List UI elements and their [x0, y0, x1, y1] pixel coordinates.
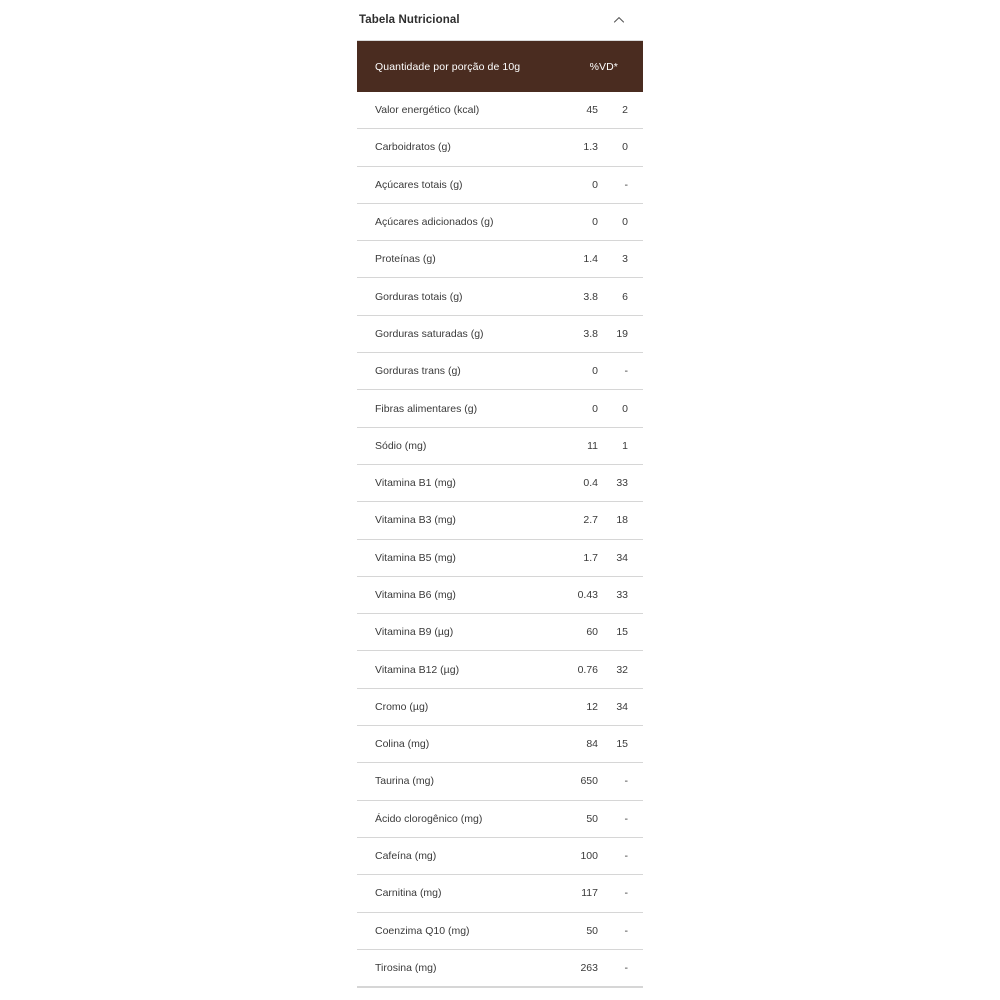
nutrient-quantity: 100 — [580, 850, 598, 863]
table-row — [357, 204, 643, 241]
table-row — [357, 428, 643, 465]
nutrient-name: Gorduras saturadas (g) — [375, 327, 484, 340]
table-row — [357, 838, 643, 875]
table-row — [357, 540, 643, 577]
table-row — [357, 913, 643, 950]
nutrient-daily-value: 0 — [622, 216, 628, 229]
table-row — [357, 465, 643, 502]
nutrient-daily-value: 18 — [616, 514, 628, 527]
table-row — [357, 353, 643, 390]
nutrient-quantity: 0.76 — [577, 663, 598, 676]
nutrient-quantity: 650 — [580, 775, 598, 788]
nutrient-daily-value: 2 — [622, 104, 628, 117]
nutrient-quantity: 117 — [581, 887, 598, 900]
nutrient-name: Cromo (µg) — [375, 700, 429, 713]
table-body — [357, 92, 643, 987]
nutrient-quantity: 50 — [586, 924, 598, 937]
nutrient-quantity: 0 — [592, 365, 598, 378]
nutrient-quantity: 1.3 — [583, 141, 598, 154]
nutrition-section-header[interactable] — [357, 0, 643, 40]
nutrient-daily-value: - — [624, 365, 628, 378]
nutrient-name: Carboidratos (g) — [375, 141, 451, 154]
nutrient-daily-value: 33 — [616, 477, 628, 490]
table-row — [357, 167, 643, 204]
table-row — [357, 129, 643, 166]
nutrient-quantity: 45 — [586, 104, 598, 117]
nutrient-name: Valor energético (kcal) — [375, 104, 480, 117]
nutrient-daily-value: - — [624, 887, 628, 900]
nutrient-name: Açúcares adicionados (g) — [375, 216, 494, 229]
table-row — [357, 726, 643, 763]
nutrient-name: Ácido clorogênico (mg) — [375, 812, 483, 825]
nutrient-daily-value: 32 — [616, 663, 628, 676]
table-row — [357, 614, 643, 651]
nutrient-name: Vitamina B9 (µg) — [375, 626, 454, 639]
nutrient-name: Coenzima Q10 (mg) — [375, 924, 470, 937]
nutrient-daily-value: 0 — [622, 141, 628, 154]
nutrient-name: Proteínas (g) — [375, 253, 436, 266]
table-row — [357, 875, 643, 912]
nutrient-name: Vitamina B6 (mg) — [375, 589, 456, 601]
nutrient-daily-value: 33 — [616, 589, 628, 601]
nutrient-name: Cafeína (mg) — [375, 850, 437, 863]
nutrient-quantity: 3.8 — [583, 327, 598, 340]
nutrition-table — [357, 41, 643, 988]
nutrient-daily-value: 15 — [616, 626, 628, 639]
table-row — [357, 651, 643, 688]
nutrient-quantity: 0 — [592, 402, 598, 415]
table-row — [357, 278, 643, 315]
table-header-portion: Quantidade por porção de 10g — [375, 60, 521, 73]
nutrient-quantity: 263 — [580, 961, 598, 974]
nutrient-name: Sódio (mg) — [375, 439, 427, 452]
nutrient-name: Tirosina (mg) — [375, 961, 437, 974]
nutrient-daily-value: 1 — [622, 439, 628, 452]
nutrient-name: Açúcares totais (g) — [375, 178, 463, 191]
nutrient-quantity: 1.4 — [583, 253, 598, 266]
nutrient-daily-value: 15 — [616, 738, 628, 751]
table-row — [357, 92, 643, 129]
nutrient-name: Carnitina (mg) — [375, 887, 442, 900]
table-row — [357, 689, 643, 726]
nutrient-quantity: 12 — [586, 700, 598, 713]
table-header-vd: %VD* — [589, 60, 618, 73]
nutrient-daily-value: 3 — [622, 253, 628, 266]
nutrient-name: Vitamina B12 (µg) — [375, 663, 460, 676]
nutrient-daily-value: 19 — [616, 327, 628, 340]
nutrient-quantity: 50 — [586, 812, 598, 825]
nutrient-quantity: 1.7 — [583, 551, 598, 564]
table-row — [357, 577, 643, 614]
nutrient-quantity: 0.4 — [583, 477, 598, 490]
nutrient-quantity: 0.43 — [577, 589, 598, 601]
nutrient-quantity: 84 — [586, 738, 598, 751]
nutrient-daily-value: - — [624, 775, 628, 788]
nutrient-daily-value: - — [624, 178, 628, 191]
nutrient-name: Gorduras totais (g) — [375, 290, 463, 303]
nutrient-quantity: 11 — [587, 439, 598, 452]
nutrient-quantity: 0 — [592, 178, 598, 191]
nutrient-name: Fibras alimentares (g) — [375, 402, 478, 415]
nutrient-daily-value: 6 — [622, 290, 628, 303]
nutrient-daily-value: 34 — [616, 551, 628, 564]
nutrient-quantity: 2.7 — [583, 514, 598, 527]
nutrient-daily-value: - — [624, 812, 628, 825]
nutrient-daily-value: - — [624, 850, 628, 863]
nutrient-daily-value: 34 — [616, 700, 628, 713]
table-row — [357, 502, 643, 539]
table-row — [357, 241, 643, 278]
table-header-row — [357, 41, 643, 92]
nutrient-quantity: 0 — [592, 216, 598, 229]
nutrient-daily-value: 0 — [622, 402, 628, 415]
nutrient-name: Gorduras trans (g) — [375, 365, 461, 378]
nutrient-name: Vitamina B1 (mg) — [375, 477, 456, 490]
table-row — [357, 801, 643, 838]
nutrient-quantity: 3.8 — [583, 290, 598, 303]
nutrient-daily-value: - — [624, 961, 628, 974]
table-row — [357, 390, 643, 427]
table-row — [357, 763, 643, 800]
chevron-up-icon[interactable] — [611, 12, 627, 28]
nutrition-panel — [357, 0, 643, 988]
table-bottom-rule — [357, 987, 643, 988]
nutrient-name: Vitamina B5 (mg) — [375, 551, 456, 564]
table-row — [357, 316, 643, 353]
page-title: Tabela Nutricional — [359, 14, 460, 26]
table-row — [357, 950, 643, 987]
nutrient-name: Vitamina B3 (mg) — [375, 514, 456, 527]
nutrient-daily-value: - — [624, 924, 628, 937]
nutrient-name: Colina (mg) — [375, 738, 430, 751]
nutrient-quantity: 60 — [586, 626, 598, 639]
nutrient-name: Taurina (mg) — [375, 775, 434, 788]
